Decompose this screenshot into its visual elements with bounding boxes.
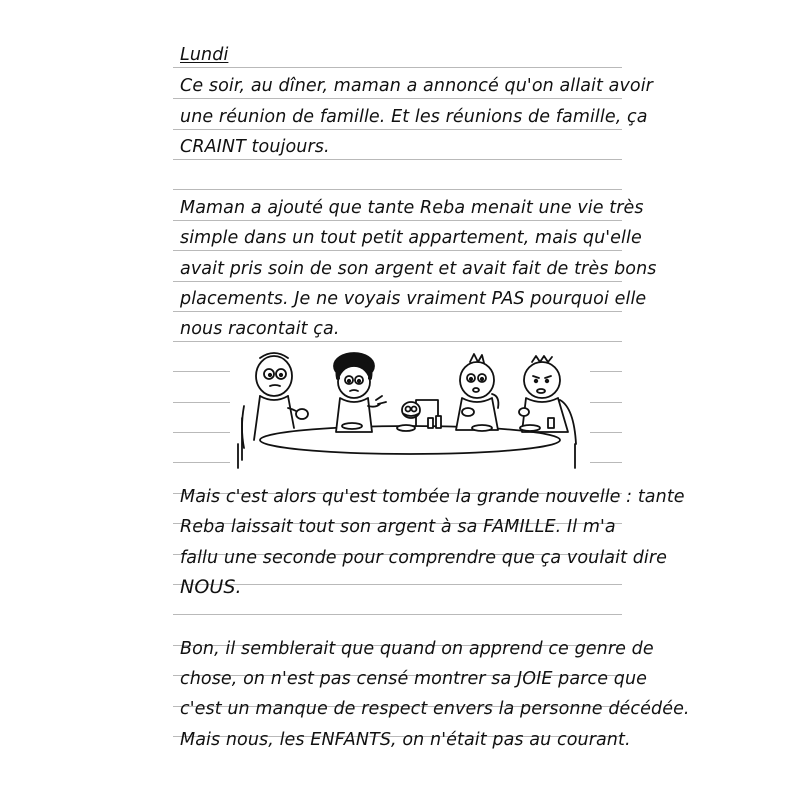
text-line: fallu une seconde pour comprendre que ça voulait dire xyxy=(180,548,668,568)
ruled-line xyxy=(173,67,622,68)
text-line: Mais nous, les ENFANTS, on n'était pas au courant. xyxy=(180,730,631,750)
ruled-line xyxy=(173,159,622,160)
text-line: simple dans un tout petit appartement, mais qu'elle xyxy=(180,228,642,248)
ruled-line xyxy=(173,129,622,130)
ruled-line xyxy=(173,341,622,342)
text-line: Ce soir, au dîner, maman a annoncé qu'on allait avoir xyxy=(180,76,653,96)
ruled-line xyxy=(173,98,622,99)
text-line: avait pris soin de son argent et avait fait de très bons xyxy=(180,259,657,279)
text-line: CRAINT toujours. xyxy=(180,137,330,157)
text-line: Reba laissait tout son argent à sa FAMILLE. Il m'a xyxy=(180,517,616,537)
text-line: Bon, il semblerait que quand on apprend ce genre de xyxy=(180,639,654,659)
text-line: nous racontait ça. xyxy=(180,319,340,339)
text-line: Mais c'est alors qu'est tombée la grande nouvelle : tante xyxy=(180,487,685,507)
text-line: c'est un manque de respect envers la personne décédée. xyxy=(180,699,690,719)
text-line: une réunion de famille. Et les réunions de famille, ça xyxy=(180,107,648,127)
text-line: placements. Je ne voyais vraiment PAS pourquoi elle xyxy=(180,289,647,309)
ruled-line xyxy=(173,614,622,615)
diary-heading: Lundi xyxy=(180,45,229,65)
text-line: NOUS. xyxy=(180,576,242,598)
text-line: Maman a ajouté que tante Reba menait une vie très xyxy=(180,198,644,218)
family-dinner-illustration xyxy=(230,348,590,470)
ruled-line xyxy=(173,311,622,312)
ruled-line xyxy=(173,281,622,282)
ruled-line xyxy=(173,250,622,251)
ruled-line xyxy=(173,189,622,190)
ruled-line xyxy=(173,220,622,221)
text-line: chose, on n'est pas censé montrer sa JOIE parce que xyxy=(180,669,648,689)
